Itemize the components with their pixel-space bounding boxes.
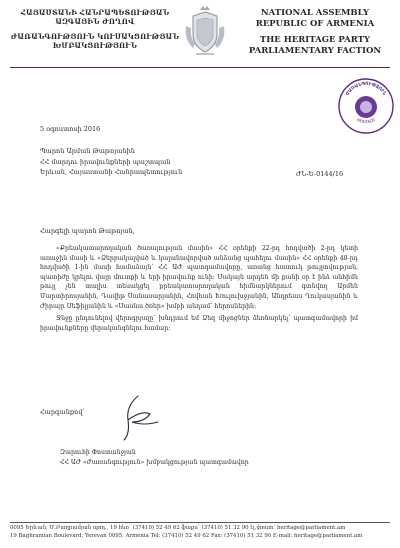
header-right-line: REPUBLIC OF ARMENIA <box>255 19 375 29</box>
addressee-line: Պարոն Արման Թաթոյանին <box>40 147 135 155</box>
signer-name: Զարուհի Փոստանջյան <box>60 449 136 456</box>
footer-line: 0095 Երևան, Մ.Բաղրամյան պող., 19 հեռ՝ (37410) 52 49 62 ֆաքս՝ (37410) 51 32 90 էլ.փոստ՝ heritage@parliament.am <box>10 525 346 531</box>
signer-block <box>60 448 249 468</box>
letter-date: 5 օգոստոսի 2016 <box>40 125 101 133</box>
header-right-line: THE HERITAGE PARTY <box>259 35 371 45</box>
footer <box>10 524 390 540</box>
header-right <box>240 8 390 57</box>
header-left-line: ԺԱՌԱՆԳՈՒԹՅՈՒՆ ԿՈՒՍԱԿՑՈՒԹՅԱՆ <box>10 32 180 41</box>
body-paragraph: «Քրեակատարողական ծառայության մասին» ՀՀ օրենքի 22-րդ հոդվածի 2-րդ կետի առաջին մասի և «Ձերբակալված և կալանավորված անձանց պահելու մասին» ՀՀ օրենքի 48-րդ հոդվածի 1-ին մասի համաձայն՝ ՀՀ ԱԺ պատգամավորը, առանց հատուկ թույլտվության, պատիժը կրելու վայր մուտքի և երի իրավունք ունի: Սակայն արդեն մի քանի օր է ինձ անհիմն թույլ չեն տալիս տեսակցել քրեակատարողական հիմնարկներում գտնվող Արմեն Մարտիրոսյանին, Դավիթ Սանասարյանին, Հովհան Խուլուխջյանին, Անդրեաս Ղուկասյանին և Ժիրայր Սեֆիլյանին և «Սասնա ծռեր» խմբի անդամ՝ հերոսներին: <box>40 245 358 310</box>
body-paragraph: Ջնջը ընդունելով վերոգրյալը՝ խնդրում եմ Ձեզ միջոցներ ձեռնարկել՝ պատգամավորի իմ իրավունքները վերականգնելու համար: <box>40 315 358 332</box>
letter-body <box>40 244 358 336</box>
header-right-line: NATIONAL ASSEMBLY <box>260 8 370 18</box>
addressee-block <box>40 146 182 178</box>
footer-line: 19 Baghramian Boulevard, Yerevan 0095, Armenia Tel: (37410) 52 49 62 Fax: (37410) 51 32 90 E-mail: heritage@parliament.am <box>10 533 363 539</box>
logo-text: ԺԱՌԱՆԳՈՒԹՅՈՒՆ <box>345 81 387 97</box>
coat-of-arms-icon <box>182 4 228 58</box>
signer-title: ՀՀ ԱԺ «Ժառանգություն» խմբակցության պատգամավոր <box>60 459 249 466</box>
signature-icon <box>98 392 168 442</box>
logo-subtext: HERITAGE <box>356 116 376 125</box>
addressee-line: ՀՀ մարդու իրավունքների պաշտպան <box>40 157 171 166</box>
header-right-line: PARLIAMENTARY FACTION <box>248 46 382 56</box>
footer-divider <box>10 522 390 523</box>
header-left <box>10 8 180 50</box>
heritage-logo-icon <box>336 76 396 136</box>
greeting: Հարգելի պարոն Թաթոյան, <box>40 227 135 235</box>
header-left-line: ՀԱՅԱՍՏԱՆԻ ՀԱՆՐԱՊԵՏՈՒԹՅԱՆ <box>20 8 170 17</box>
header-divider <box>10 67 390 68</box>
header-left-line: ԽՄԲԱԿՑՈՒԹՅՈՒՆ <box>52 41 138 50</box>
header-left-line: ԱԶԳԱՅԻՆ ԺՈՂՈՎ <box>55 17 135 26</box>
reference-number: ԺՆ-Ե-0144/16 <box>296 170 344 178</box>
addressee-line: Երևան, Հայաստանի Հանրապետություն <box>40 168 183 176</box>
closing: Հարգանքով՝ <box>40 408 85 416</box>
